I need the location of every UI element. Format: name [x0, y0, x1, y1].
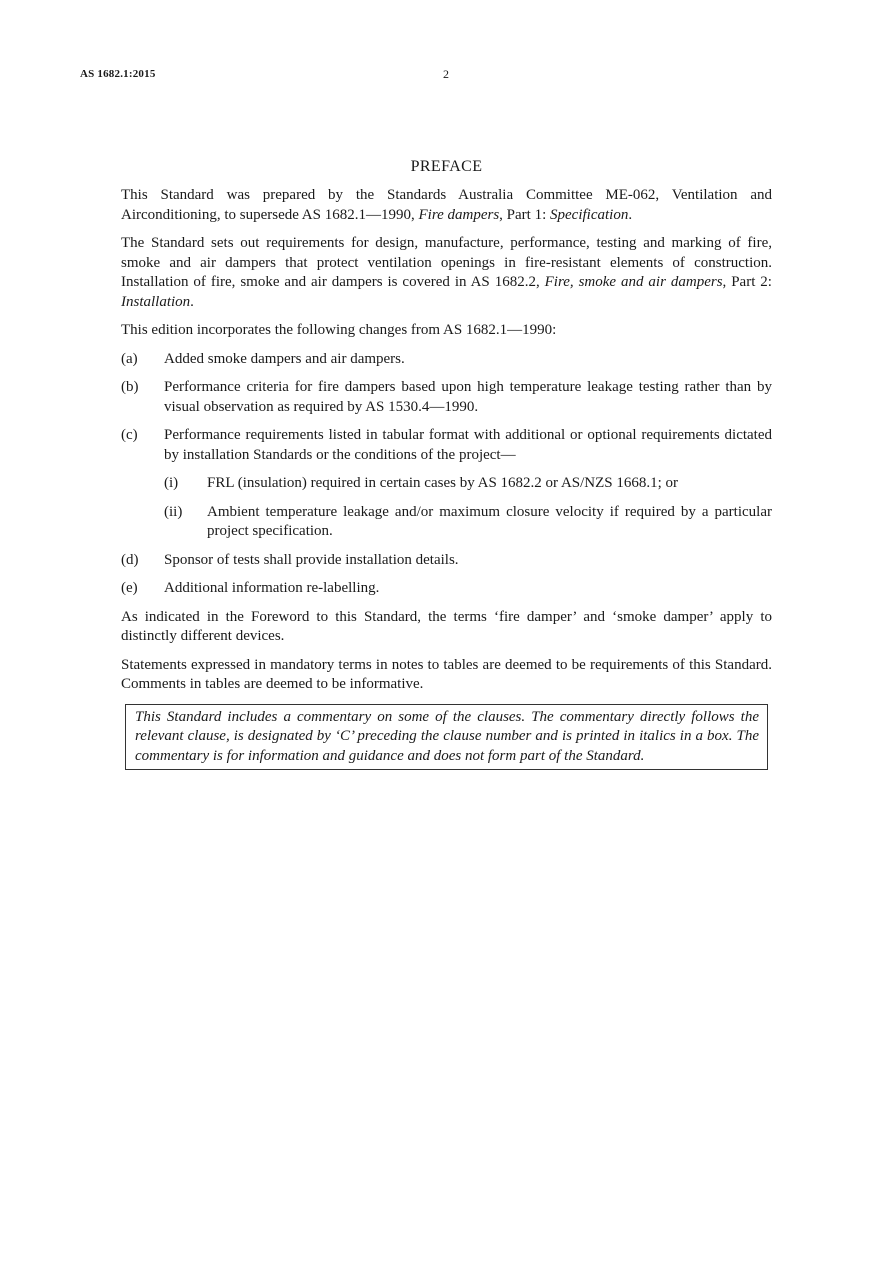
preface-paragraph-1: This Standard was prepared by the Standards Australia Committee ME-062, Ventilation and Airconditioning, to supersede AS 1682.1—1990, Fire dampers, Part 1: Specification.	[121, 187, 772, 223]
commentary-box: This Standard includes a commentary on some of the clauses. The commentary directly follows the relevant clause, is designated by ‘C’ preceding the clause number and is printed in italics in a box. The commentary is for information and guidance and does not form part of the Standard.	[125, 704, 768, 771]
list-item-text: Sponsor of tests shall provide installation details.	[164, 551, 459, 568]
preface-paragraph-2: The Standard sets out requirements for design, manufacture, performance, testing and marking of fire, smoke and air dampers that protect ventilation openings in fire-resistant elements of construction. Installation of fire, smoke and air dampers is covered in AS 1682.2, Fire, smoke and air dampers, Part 2: Installation.	[121, 235, 772, 310]
preface-paragraph-5: Statements expressed in mandatory terms in notes to tables are deemed to be requirements of this Standard. Comments in tables are deemed to be informative.	[121, 656, 772, 692]
list-item	[121, 551, 772, 571]
sub-list	[164, 474, 772, 542]
list-item-label: (d)	[121, 551, 139, 568]
sub-list-item	[164, 474, 772, 494]
preface-paragraph-4: As indicated in the Foreword to this Standard, the terms ‘fire damper’ and ‘smoke damper’ apply to distinctly different devices.	[121, 608, 772, 644]
sub-list-item-label: (ii)	[164, 503, 183, 520]
list-item	[121, 426, 772, 465]
list-item-text: Added smoke dampers and air dampers.	[164, 350, 405, 367]
sub-list-item	[164, 503, 772, 542]
list-item-text: Performance requirements listed in tabular format with additional or optional requirements dictated by installation Standards or the conditions of the project—	[164, 427, 772, 463]
preface-paragraph-3: This edition incorporates the following changes from AS 1682.1—1990:	[121, 322, 557, 338]
standard-code: AS 1682.1:2015	[80, 68, 156, 80]
list-item-label: (a)	[121, 350, 138, 367]
sub-list-item-text: FRL (insulation) required in certain cases by AS 1682.2 or AS/NZS 1668.1; or	[207, 475, 679, 491]
list-item-text: Performance criteria for fire dampers based upon high temperature leakage testing rather than by visual observation as required by AS 1530.4—1990.	[164, 379, 772, 415]
list-item-label: (e)	[121, 580, 138, 596]
sub-list-item-text: Ambient temperature leakage and/or maximum closure velocity if required by a particular project specification.	[207, 503, 772, 539]
list-item-label: (b)	[121, 379, 139, 395]
list-item	[121, 378, 772, 417]
sub-list-item-label: (i)	[164, 475, 179, 491]
page-number: 2	[443, 67, 449, 81]
preface-title: PREFACE	[410, 158, 483, 175]
preface-section	[121, 157, 772, 770]
list-item-label: (c)	[121, 427, 138, 443]
list-item	[121, 579, 772, 599]
list-item-text: Additional information re-labelling.	[164, 580, 380, 596]
list-item	[121, 350, 772, 370]
